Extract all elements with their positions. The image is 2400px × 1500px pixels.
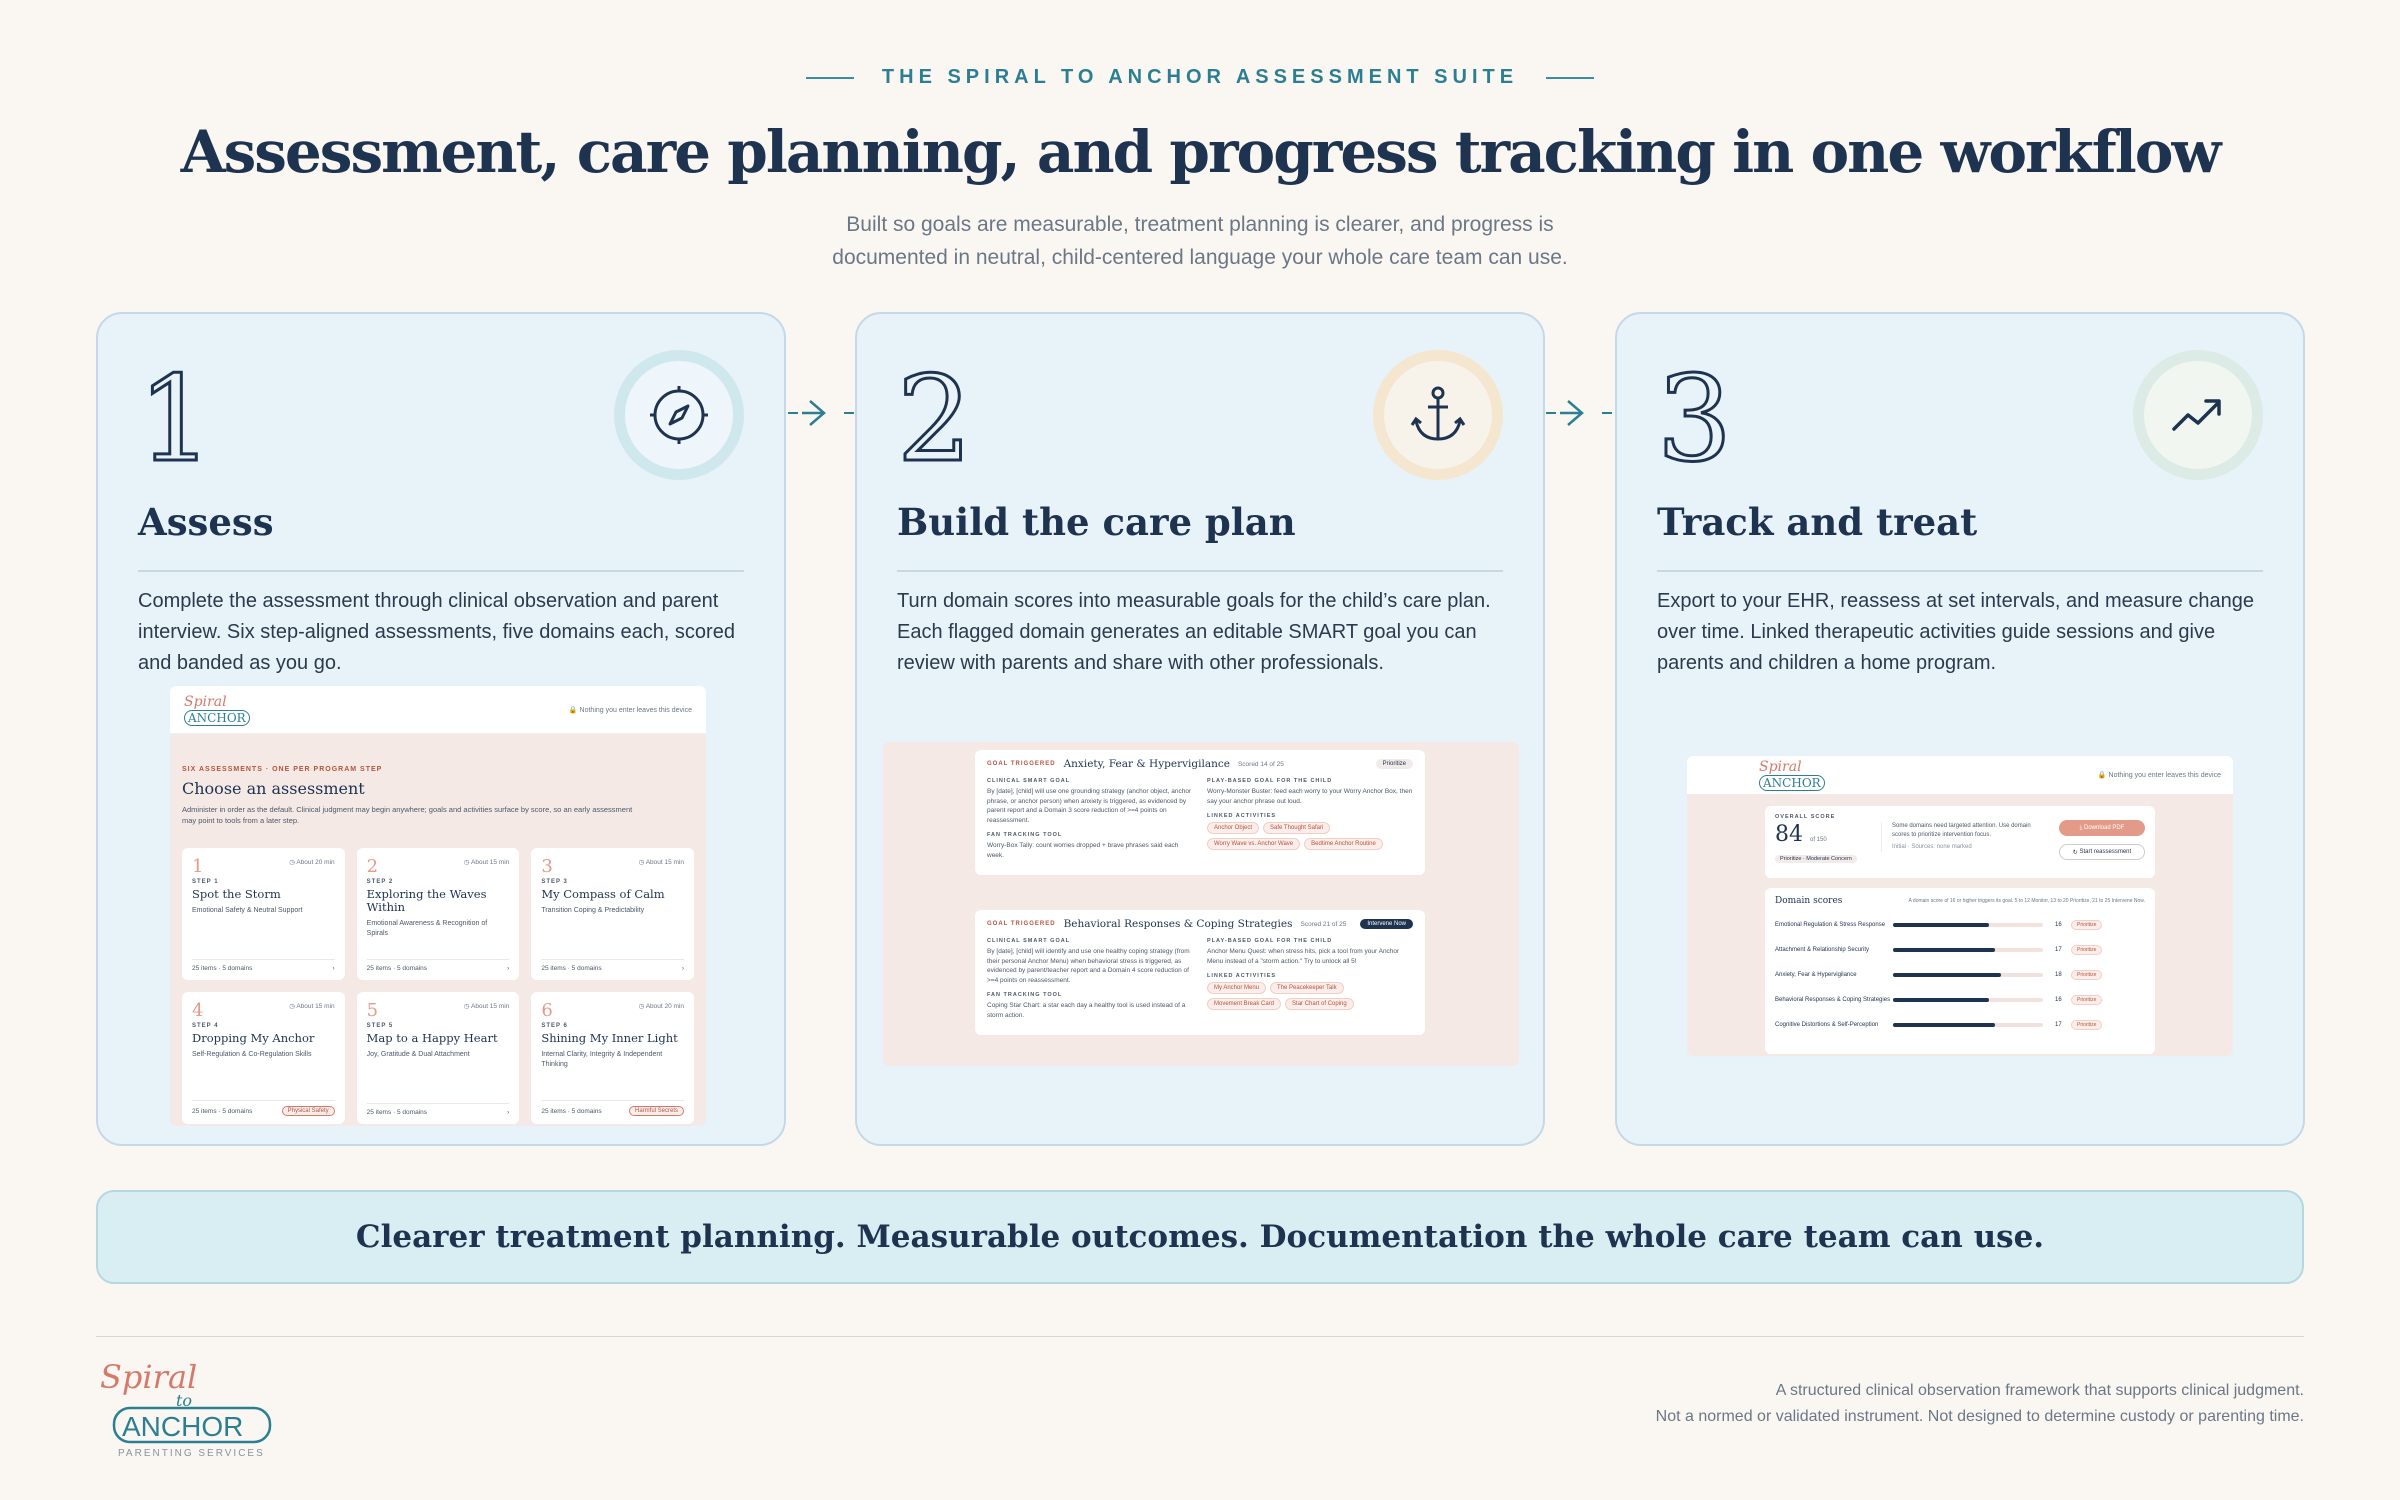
domain-bar-fill xyxy=(1893,948,1995,952)
tile-number: 2 xyxy=(366,856,379,877)
domain-value: 17 xyxy=(2055,946,2062,953)
score-summary-note: Initial · Sources: none marked xyxy=(1892,844,1972,850)
tile-time: ◷ About 15 min xyxy=(463,1003,510,1010)
play-goal-text: Anchor Menu Quest: when stress hits, pick a tool from your Anchor Menu instead of a "storm action." Try to unlock all 5! xyxy=(1207,948,1400,965)
goal-card xyxy=(975,910,1425,1035)
tile-items: 25 items · 5 domains xyxy=(366,965,427,972)
care-plan-screenshot xyxy=(883,742,1519,1066)
prioritize-button[interactable]: Prioritize xyxy=(1376,759,1413,769)
compass-icon xyxy=(614,350,744,480)
footer-divider xyxy=(96,1336,2304,1337)
tile-footer xyxy=(541,959,684,972)
tile-time: ◷ About 15 min xyxy=(289,1003,335,1010)
arrow-right-icon xyxy=(1546,396,1612,430)
score-summary xyxy=(1881,822,2031,852)
mini-logo xyxy=(184,694,250,726)
tile-step: STEP 5 xyxy=(366,1023,394,1029)
activities-label: LINKED ACTIVITIES xyxy=(1207,973,1277,979)
tile-step: STEP 3 xyxy=(541,879,568,885)
smart-goal-label: CLINICAL SMART GOAL xyxy=(987,778,1071,784)
activity-chip[interactable]: My Anchor Menu xyxy=(1207,982,1266,994)
domain-scores-card xyxy=(1765,888,2155,1054)
domain-scores-title: Domain scores xyxy=(1775,896,1843,906)
domain-name: Cognitive Distortions & Self-Perception xyxy=(1775,1021,1879,1028)
tile-name: Map to a Happy Heart xyxy=(366,1031,498,1045)
tile-time: ◷ About 15 min xyxy=(463,859,510,866)
mini-logo-bottom: ANCHOR xyxy=(184,710,250,726)
chevron-right-icon: › xyxy=(681,965,684,972)
card-title: Track and treat xyxy=(1657,500,1978,544)
activity-chip[interactable]: Star Chart of Coping xyxy=(1285,998,1354,1010)
tile-step: STEP 4 xyxy=(192,1023,219,1029)
domain-bar xyxy=(1893,923,2043,927)
privacy-note-text: Nothing you enter leaves this device xyxy=(2108,772,2221,779)
page-subtitle xyxy=(700,208,1700,274)
tile-number: 4 xyxy=(192,1000,204,1021)
domain-row xyxy=(1775,937,2145,962)
domain-name: Behavioral Responses & Coping Strategies xyxy=(1775,996,1891,1003)
domain-bar xyxy=(1893,998,2043,1002)
tile-time: ◷ About 15 min xyxy=(638,859,684,866)
play-goal-label: PLAY-BASED GOAL FOR THE CHILD xyxy=(1207,938,1333,944)
card-divider xyxy=(138,570,744,572)
activities-label: LINKED ACTIVITIES xyxy=(1207,813,1277,819)
tile-time-text: About 20 min xyxy=(296,859,335,866)
tile-subtitle: Joy, Gratitude & Dual Attachment xyxy=(366,1051,470,1058)
svg-text:Spiral: Spiral xyxy=(100,1358,198,1396)
goal-score: Scored 21 of 25 xyxy=(1300,920,1347,928)
domain-name: Attachment & Relationship Security xyxy=(1775,946,1870,953)
domain-row xyxy=(1775,1012,2145,1037)
activity-chips xyxy=(1207,982,1413,1010)
tile-time-text: About 15 min xyxy=(296,1003,335,1010)
domain-list xyxy=(1775,912,2145,1037)
overall-score-label: OVERALL SCORE xyxy=(1775,814,1836,820)
tracking-tool-text: Coping Star Chart: a star each day a healthy tool is used instead of a storm action. xyxy=(987,1002,1186,1019)
eyebrow-row xyxy=(0,66,2400,89)
intervene-now-button[interactable]: Intervene Now xyxy=(1360,919,1413,929)
domain-row xyxy=(1775,912,2145,937)
tracking-tool-label: FAN TRACKING TOOL xyxy=(987,992,1063,998)
assessment-tile[interactable] xyxy=(531,992,694,1124)
trend-up-icon xyxy=(2133,350,2263,480)
activity-chip[interactable]: The Peacekeeper Talk xyxy=(1270,982,1344,994)
tile-subtitle: Emotional Awareness & Recognition of Spirals xyxy=(366,920,488,937)
domain-row xyxy=(1775,962,2145,987)
step-number: 2 xyxy=(897,350,973,488)
goal-tag: GOAL TRIGGERED xyxy=(987,921,1056,927)
card-assess xyxy=(96,312,786,1146)
goal-score: Scored 14 of 25 xyxy=(1237,760,1284,768)
step-number: 3 xyxy=(1657,350,1733,488)
mock-title: Choose an assessment xyxy=(182,779,365,798)
domain-band-chip: Prioritize xyxy=(2071,1020,2102,1030)
tile-items: 25 items · 5 domains xyxy=(192,1107,253,1115)
smart-goal-text: By [date], [child] will identify and use one healthy coping strategy (from their personal Anchor Menu) when behavioral stress is triggered, as evidenced by parent/teacher report and a Domain 4 score reduction of >=4 points on reassessment. xyxy=(987,948,1190,984)
domain-value: 16 xyxy=(2055,996,2062,1003)
chevron-right-icon: › xyxy=(507,965,510,972)
mock-header xyxy=(170,686,706,734)
domain-band-chip: Prioritize xyxy=(2071,995,2102,1005)
step-number: 1 xyxy=(138,350,214,488)
card-divider xyxy=(897,570,1503,572)
mini-logo-bottom: ANCHOR xyxy=(1759,775,1825,791)
disclaimer-line-1: A structured clinical observation framework that supports clinical judgment. xyxy=(1775,1382,2304,1399)
card-divider xyxy=(1657,570,2263,572)
tracking-tool-label: FAN TRACKING TOOL xyxy=(987,832,1063,838)
tile-name: Exploring the Waves Within xyxy=(366,887,487,914)
tile-time-text: About 15 min xyxy=(471,1003,510,1010)
goal-left xyxy=(987,778,1193,867)
mini-logo-top: Spiral xyxy=(1759,759,1802,775)
subtitle-line-1: Built so goals are measurable, treatment planning is clearer, and progress is xyxy=(846,213,1554,236)
activity-chip[interactable]: Worry Wave vs. Anchor Wave xyxy=(1207,838,1300,850)
privacy-note: 🔒 Nothing you enter leaves this device xyxy=(2097,772,2221,779)
goal-tag: GOAL TRIGGERED xyxy=(987,761,1056,767)
activity-chip[interactable]: Anchor Object xyxy=(1207,822,1259,834)
smart-goal-text: By [date], [child] will use one grounding strategy (anchor object, anchor phrase, or anchor person) when anxiety is triggered, as evidenced by parent report and a Domain 3 score reduction of >=4 points on reassessment. xyxy=(987,788,1192,824)
mini-logo-top: Spiral xyxy=(184,693,227,710)
domain-value: 17 xyxy=(2055,1021,2062,1028)
assessment-tile[interactable] xyxy=(357,992,520,1124)
svg-text:to: to xyxy=(176,1391,193,1410)
tile-number: 3 xyxy=(541,856,553,877)
goal-columns xyxy=(987,938,1413,1027)
assessment-tile[interactable] xyxy=(531,848,694,980)
tile-name: Dropping My Anchor xyxy=(192,1031,315,1045)
tile-name: Spot the Storm xyxy=(192,887,281,901)
download-pdf-label: Download PDF xyxy=(2083,825,2125,831)
summary-banner: Clearer treatment planning. Measurable outcomes. Documentation the whole care team can use. xyxy=(96,1190,2304,1284)
goal-header xyxy=(987,918,1413,930)
smart-goal-label: CLINICAL SMART GOAL xyxy=(987,938,1071,944)
page-title: Assessment, care planning, and progress tracking in one workflow xyxy=(180,118,2220,186)
disclaimer-line-2: Not a normed or validated instrument. Not designed to determine custody or parenting time. xyxy=(1655,1408,2304,1425)
card-title: Assess xyxy=(138,500,274,544)
domain-band-chip: Prioritize xyxy=(2071,920,2102,930)
tile-step: STEP 6 xyxy=(541,1023,568,1029)
spiral-to-anchor-logo xyxy=(96,1350,286,1460)
mini-logo xyxy=(1759,759,1825,791)
goal-domain: Anxiety, Fear & Hypervigilance xyxy=(1063,758,1230,770)
tile-time: ◷ About 20 min xyxy=(638,1003,684,1010)
tile-time: ◷ About 20 min xyxy=(289,859,335,866)
mock-description: Administer in order as the default. Clinical judgment may begin anywhere; goals and activities surface by score, so an early assessment may point to tools from a later step. xyxy=(182,805,633,825)
tile-subtitle: Internal Clarity, Integrity & Independent Thinking xyxy=(541,1051,663,1068)
tile-number: 6 xyxy=(541,1000,553,1021)
card-title: Build the care plan xyxy=(897,500,1296,544)
tile-number: 5 xyxy=(366,1000,379,1021)
domain-value: 16 xyxy=(2055,921,2062,928)
tile-step: STEP 2 xyxy=(366,879,394,885)
activity-chips xyxy=(1207,822,1413,850)
privacy-note: 🔒 Nothing you enter leaves this device xyxy=(568,706,692,714)
subtitle-line-2: documented in neutral, child-centered language your whole care team can use. xyxy=(832,246,1568,269)
assessment-tile[interactable] xyxy=(182,992,345,1124)
chevron-right-icon: › xyxy=(332,965,335,972)
goal-right xyxy=(1207,778,1413,867)
domain-band-chip: Prioritize xyxy=(2071,970,2102,980)
domain-bar-fill xyxy=(1893,973,2001,977)
domain-row xyxy=(1775,987,2145,1012)
activity-chip[interactable]: Movement Break Card xyxy=(1207,998,1281,1010)
tile-time-text: About 20 min xyxy=(645,1003,684,1010)
goal-columns xyxy=(987,778,1413,867)
domain-band-chip: Prioritize xyxy=(2071,945,2102,955)
tile-footer xyxy=(367,959,510,972)
tile-name: My Compass of Calm xyxy=(541,887,665,901)
anchor-icon xyxy=(1373,350,1503,480)
goal-header xyxy=(987,758,1413,770)
goal-domain: Behavioral Responses & Coping Strategies xyxy=(1063,918,1293,930)
disclaimer xyxy=(1656,1378,2304,1430)
activity-chip[interactable]: Bedtime Anchor Routine xyxy=(1304,838,1383,850)
goal-left xyxy=(987,938,1193,1027)
activity-chip[interactable]: Safe Thought Safari xyxy=(1263,822,1330,834)
card-description: Turn domain scores into measurable goals for the child’s care plan. Each flagged domain generates an editable SMART goal you can review with parents and share with other professionals. xyxy=(897,590,1491,674)
eyebrow-rule-right xyxy=(1546,77,1594,79)
eyebrow: THE SPIRAL TO ANCHOR ASSESSMENT SUITE xyxy=(881,66,1519,88)
assessment-tile[interactable] xyxy=(182,848,345,980)
goal-right xyxy=(1207,938,1413,1027)
overall-score-max: of 150 xyxy=(1810,837,1827,843)
play-goal-label: PLAY-BASED GOAL FOR THE CHILD xyxy=(1207,778,1333,784)
download-pdf-button[interactable]: ⤓ Download PDF xyxy=(2059,820,2145,836)
card-description: Complete the assessment through clinical observation and parent interview. Six step-aligned assessments, five domains each, scored and banded as you go. xyxy=(138,590,735,674)
tile-footer xyxy=(192,959,335,972)
tile-footer xyxy=(541,1100,684,1116)
score-summary-text: Some domains need targeted attention. Use domain scores to prioritize intervention focus. xyxy=(1892,823,2031,838)
flag-chip: Harmful Secrets xyxy=(629,1106,684,1116)
assessment-screenshot xyxy=(170,686,706,1126)
arrow-right-icon xyxy=(788,396,854,430)
domain-bar-fill xyxy=(1893,923,1989,927)
tile-items: 25 items · 5 domains xyxy=(366,1109,427,1116)
domain-name: Emotional Regulation & Stress Response xyxy=(1775,921,1886,928)
chevron-right-icon: › xyxy=(507,1109,510,1116)
svg-text:PARENTING SERVICES: PARENTING SERVICES xyxy=(118,1448,265,1459)
eyebrow-rule-left xyxy=(806,77,854,79)
mock-header xyxy=(1687,756,2233,794)
tile-step: STEP 1 xyxy=(192,879,219,885)
tile-footer xyxy=(192,1100,335,1116)
start-reassessment-label: Start reassessment xyxy=(2079,849,2132,855)
domain-bar-fill xyxy=(1893,998,1989,1002)
mock-eyebrow: SIX ASSESSMENTS · ONE PER PROGRAM STEP xyxy=(182,766,383,773)
play-goal-text: Worry-Monster Buster: feed each worry to your Worry Anchor Box, then say your anchor phrase out loud. xyxy=(1207,788,1413,805)
tile-time-text: About 15 min xyxy=(471,859,510,866)
card-track-treat xyxy=(1615,312,2305,1146)
start-reassessment-button[interactable]: ↻ Start reassessment xyxy=(2059,844,2145,860)
tile-items: 25 items · 5 domains xyxy=(541,965,602,972)
flag-chip: Physical Safety xyxy=(282,1106,335,1116)
card-care-plan xyxy=(855,312,1545,1146)
goal-card xyxy=(975,750,1425,875)
domain-value: 18 xyxy=(2055,971,2062,978)
tile-time-text: About 15 min xyxy=(645,859,684,866)
svg-text:ANCHOR: ANCHOR xyxy=(122,1411,244,1442)
domain-bar xyxy=(1893,973,2043,977)
tracking-screenshot xyxy=(1687,756,2233,1056)
overall-score-value: 84 xyxy=(1775,822,1803,847)
tile-number: 1 xyxy=(192,856,204,877)
tile-items: 25 items · 5 domains xyxy=(541,1107,602,1115)
domain-bar xyxy=(1893,948,2043,952)
assessment-tile[interactable] xyxy=(357,848,520,980)
tile-items: 25 items · 5 domains xyxy=(192,965,253,972)
domain-bar xyxy=(1893,1023,2043,1027)
privacy-note-text: Nothing you enter leaves this device xyxy=(579,706,692,714)
tile-footer xyxy=(367,1103,510,1116)
card-description: Export to your EHR, reassess at set intervals, and measure change over time. Linked therapeutic activities guide sessions and give parents and children a home program. xyxy=(1657,590,2254,674)
assessment-grid xyxy=(182,848,694,1124)
tile-subtitle: Self-Regulation & Co-Regulation Skills xyxy=(192,1051,312,1058)
domain-bar-fill xyxy=(1893,1023,1995,1027)
score-band-badge: Prioritize · Moderate Concern xyxy=(1775,855,1857,863)
overall-score-card xyxy=(1765,806,2155,878)
domain-name: Anxiety, Fear & Hypervigilance xyxy=(1775,971,1857,978)
tile-subtitle: Transition Coping & Predictability xyxy=(541,907,645,914)
tile-name: Shining My Inner Light xyxy=(541,1031,678,1045)
domain-scores-note: A domain score of 16 or higher triggers its goal. 5 to 12 Monitor, 13 to 20 Prioritize, 21 to 25 Intervene Now. xyxy=(1908,898,2145,904)
tile-subtitle: Emotional Safety & Neutral Support xyxy=(192,907,303,914)
tracking-tool-text: Worry-Box Tally: count worries dropped + brave phrases said each week. xyxy=(987,842,1179,859)
